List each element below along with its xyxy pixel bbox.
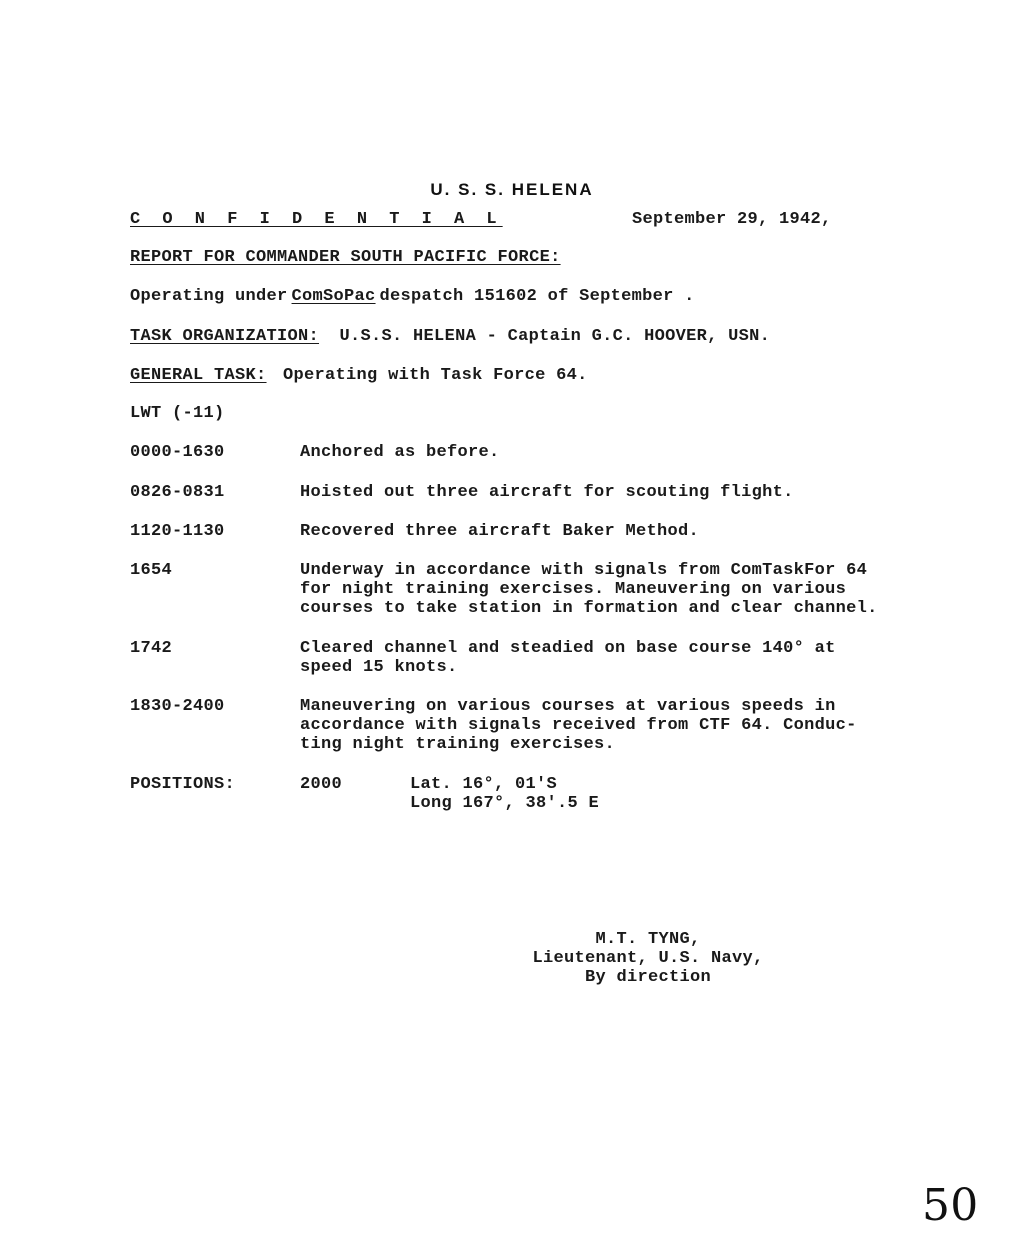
entry-line: Underway in accordance with signals from ComTaskFor 64 bbox=[300, 561, 868, 580]
entry-time: 1120-1130 bbox=[130, 522, 225, 541]
entry-time: 1654 bbox=[130, 561, 173, 580]
entry-time: 0826-0831 bbox=[130, 483, 225, 502]
task-organization-line bbox=[130, 327, 770, 346]
ship-name: U. S. S. HELENA bbox=[430, 180, 594, 199]
entry-description bbox=[300, 561, 878, 618]
entry-line: Anchored as before. bbox=[300, 443, 500, 462]
operating-authority: ComSoPac bbox=[291, 287, 376, 306]
general-task-label: GENERAL TASK: bbox=[130, 366, 267, 385]
positions-label: POSITIONS: bbox=[130, 775, 236, 794]
task-organization-value: U.S.S. HELENA - Captain G.C. HOOVER, USN. bbox=[339, 327, 771, 346]
entry-line: Cleared channel and steadied on base course 140° at bbox=[300, 639, 836, 658]
entry-description bbox=[300, 483, 794, 502]
positions-time: 2000 bbox=[300, 775, 343, 794]
entry-description bbox=[300, 443, 500, 462]
operating-suffix: despatch 151602 of September . bbox=[379, 287, 695, 306]
entry-line: Maneuvering on various courses at various speeds in bbox=[300, 697, 836, 716]
entry-time: 1742 bbox=[130, 639, 173, 658]
entry-line: ting night training exercises. bbox=[300, 735, 616, 754]
time-zone: LWT (-11) bbox=[130, 404, 225, 423]
task-organization-label: TASK ORGANIZATION: bbox=[130, 327, 320, 346]
signature-name: M.T. TYNG, bbox=[595, 930, 701, 949]
positions-coordinates bbox=[410, 775, 599, 813]
general-task-value: Operating with Task Force 64. bbox=[283, 366, 588, 385]
entry-line: speed 15 knots. bbox=[300, 658, 458, 677]
entry-line: Hoisted out three aircraft for scouting flight. bbox=[300, 483, 794, 502]
entry-line: for night training exercises. Maneuvering on various bbox=[300, 580, 847, 599]
signature-block bbox=[508, 930, 788, 987]
signature-authority: By direction bbox=[584, 968, 712, 987]
entry-time: 1830-2400 bbox=[130, 697, 225, 716]
general-task-line bbox=[130, 366, 588, 385]
report-heading: REPORT FOR COMMANDER SOUTH PACIFIC FORCE: bbox=[130, 248, 561, 267]
operating-line bbox=[130, 287, 695, 306]
operating-prefix: Operating under bbox=[130, 287, 288, 306]
page-number: 50 bbox=[922, 1180, 979, 1231]
positions-longitude: Long 167°, 38'.5 E bbox=[410, 794, 600, 813]
entry-description bbox=[300, 639, 836, 677]
signature-rank: Lieutenant, U.S. Navy, bbox=[532, 949, 764, 968]
entry-time: 0000-1630 bbox=[130, 443, 225, 462]
report-date: September 29, 1942, bbox=[632, 210, 832, 229]
positions-latitude: Lat. 16°, 01'S bbox=[410, 775, 558, 794]
entry-line: Recovered three aircraft Baker Method. bbox=[300, 522, 700, 541]
entry-description bbox=[300, 697, 857, 754]
entry-line: accordance with signals received from CTF 64. Conduc- bbox=[300, 716, 857, 735]
entry-line: courses to take station in formation and clear channel. bbox=[300, 599, 878, 618]
entry-description bbox=[300, 522, 699, 541]
classification: C O N F I D E N T I A L bbox=[130, 210, 503, 229]
